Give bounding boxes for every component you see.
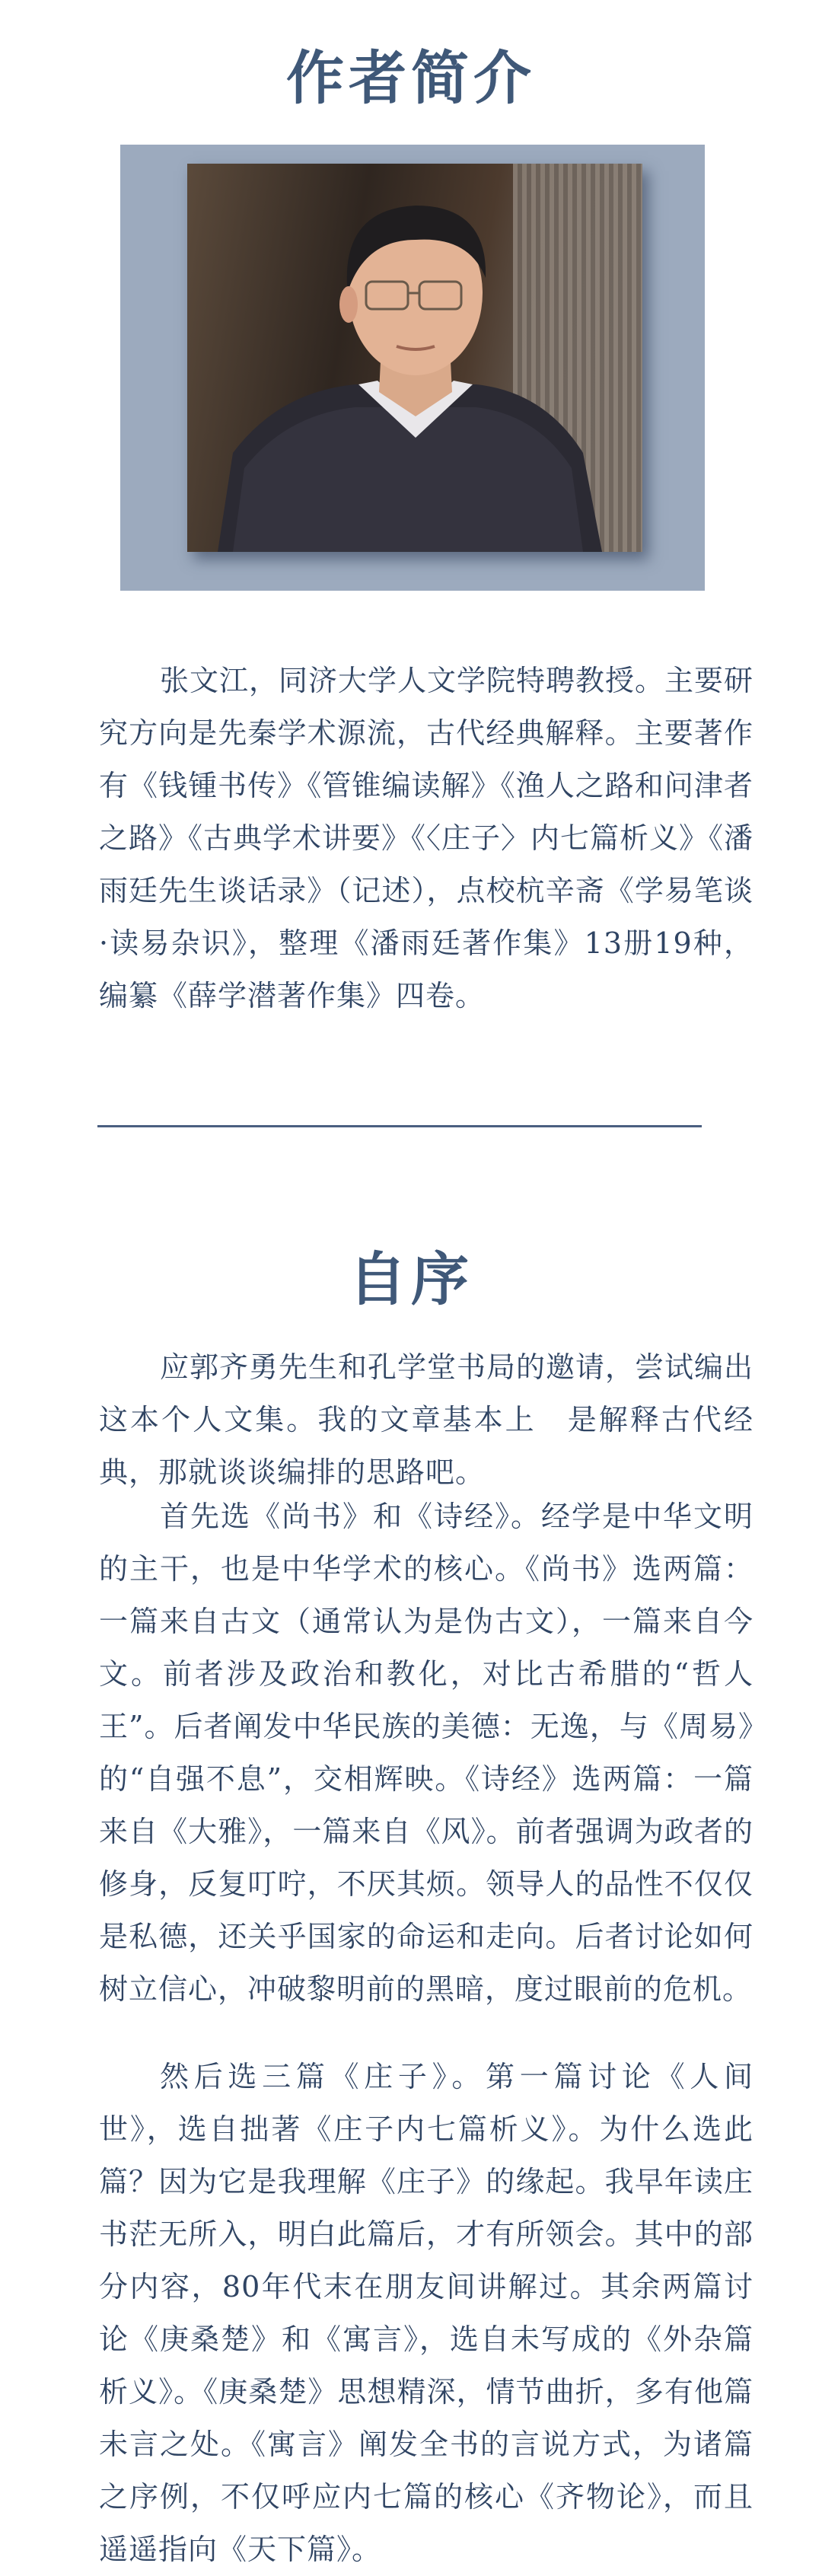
- author-bio: 张文江，同济大学人文学院特聘教授。主要研究方向是先秦学术源流，古代经典解释。主要著作有《钱锺书传》《管锥编读解》《渔人之路和问津者之路》《古典学术讲要》《〈庄子〉内七篇析义》《潘雨廷先生谈话录》（记述），点校杭辛斋《学易笔谈·读易杂识》，整理《潘雨廷著作集》13册19种，编纂《薛学潜著作集》四卷。: [99, 664, 754, 1012]
- author-intro-title: 作者简介: [286, 44, 536, 112]
- author-photo-frame: [120, 145, 705, 591]
- preface-paragraph: 首先选《尚书》和《诗经》。经学是中华文明的主干，也是中华学术的核心。《尚书》选两篇：一篇来自古文（通常认为是伪古文），一篇来自今文。前者涉及政治和教化，对比古希腊的“哲人王”。后者阐发中华民族的美德：无逸，与《周易》的“自强不息”，交相辉映。《诗经》选两篇：一篇来自《大雅》，一篇来自《风》。前者强调为政者的修身，反复叮咛，不厌其烦。领导人的品性不仅仅是私德，还关乎国家的命运和走向。后者讨论如何树立信心，冲破黎明前的黑暗，度过眼前的危机。: [99, 1500, 754, 2006]
- section-divider: [97, 1125, 702, 1127]
- preface-paragraph: 然后选三篇《庄子》。第一篇讨论《人间世》，选自拙著《庄子内七篇析义》。为什么选此篇？因为它是我理解《庄子》的缘起。我早年读庄书茫无所入，明白此篇后，才有所领会。其中的部分内容，80年代末在朋友间讲解过。其余两篇讨论《庚桑楚》和《寓言》，选自未写成的《外杂篇析义》。《庚桑楚》思想精深，情节曲折，多有他篇未言之处。《寓言》阐发全书的言说方式，为诸篇之序例，不仅呼应内七篇的核心《齐物论》，而且遥遥指向《天下篇》。: [99, 2060, 754, 2566]
- author-portrait-illustration: [187, 164, 642, 552]
- author-photo: [187, 164, 642, 552]
- preface-paragraph: 应郭齐勇先生和孔学堂书局的邀请，尝试编出这本个人文集。我的文章基本上 是解释古代经典，那就谈谈编排的思路吧。: [99, 1350, 754, 1489]
- preface-title: 自序: [349, 1245, 473, 1313]
